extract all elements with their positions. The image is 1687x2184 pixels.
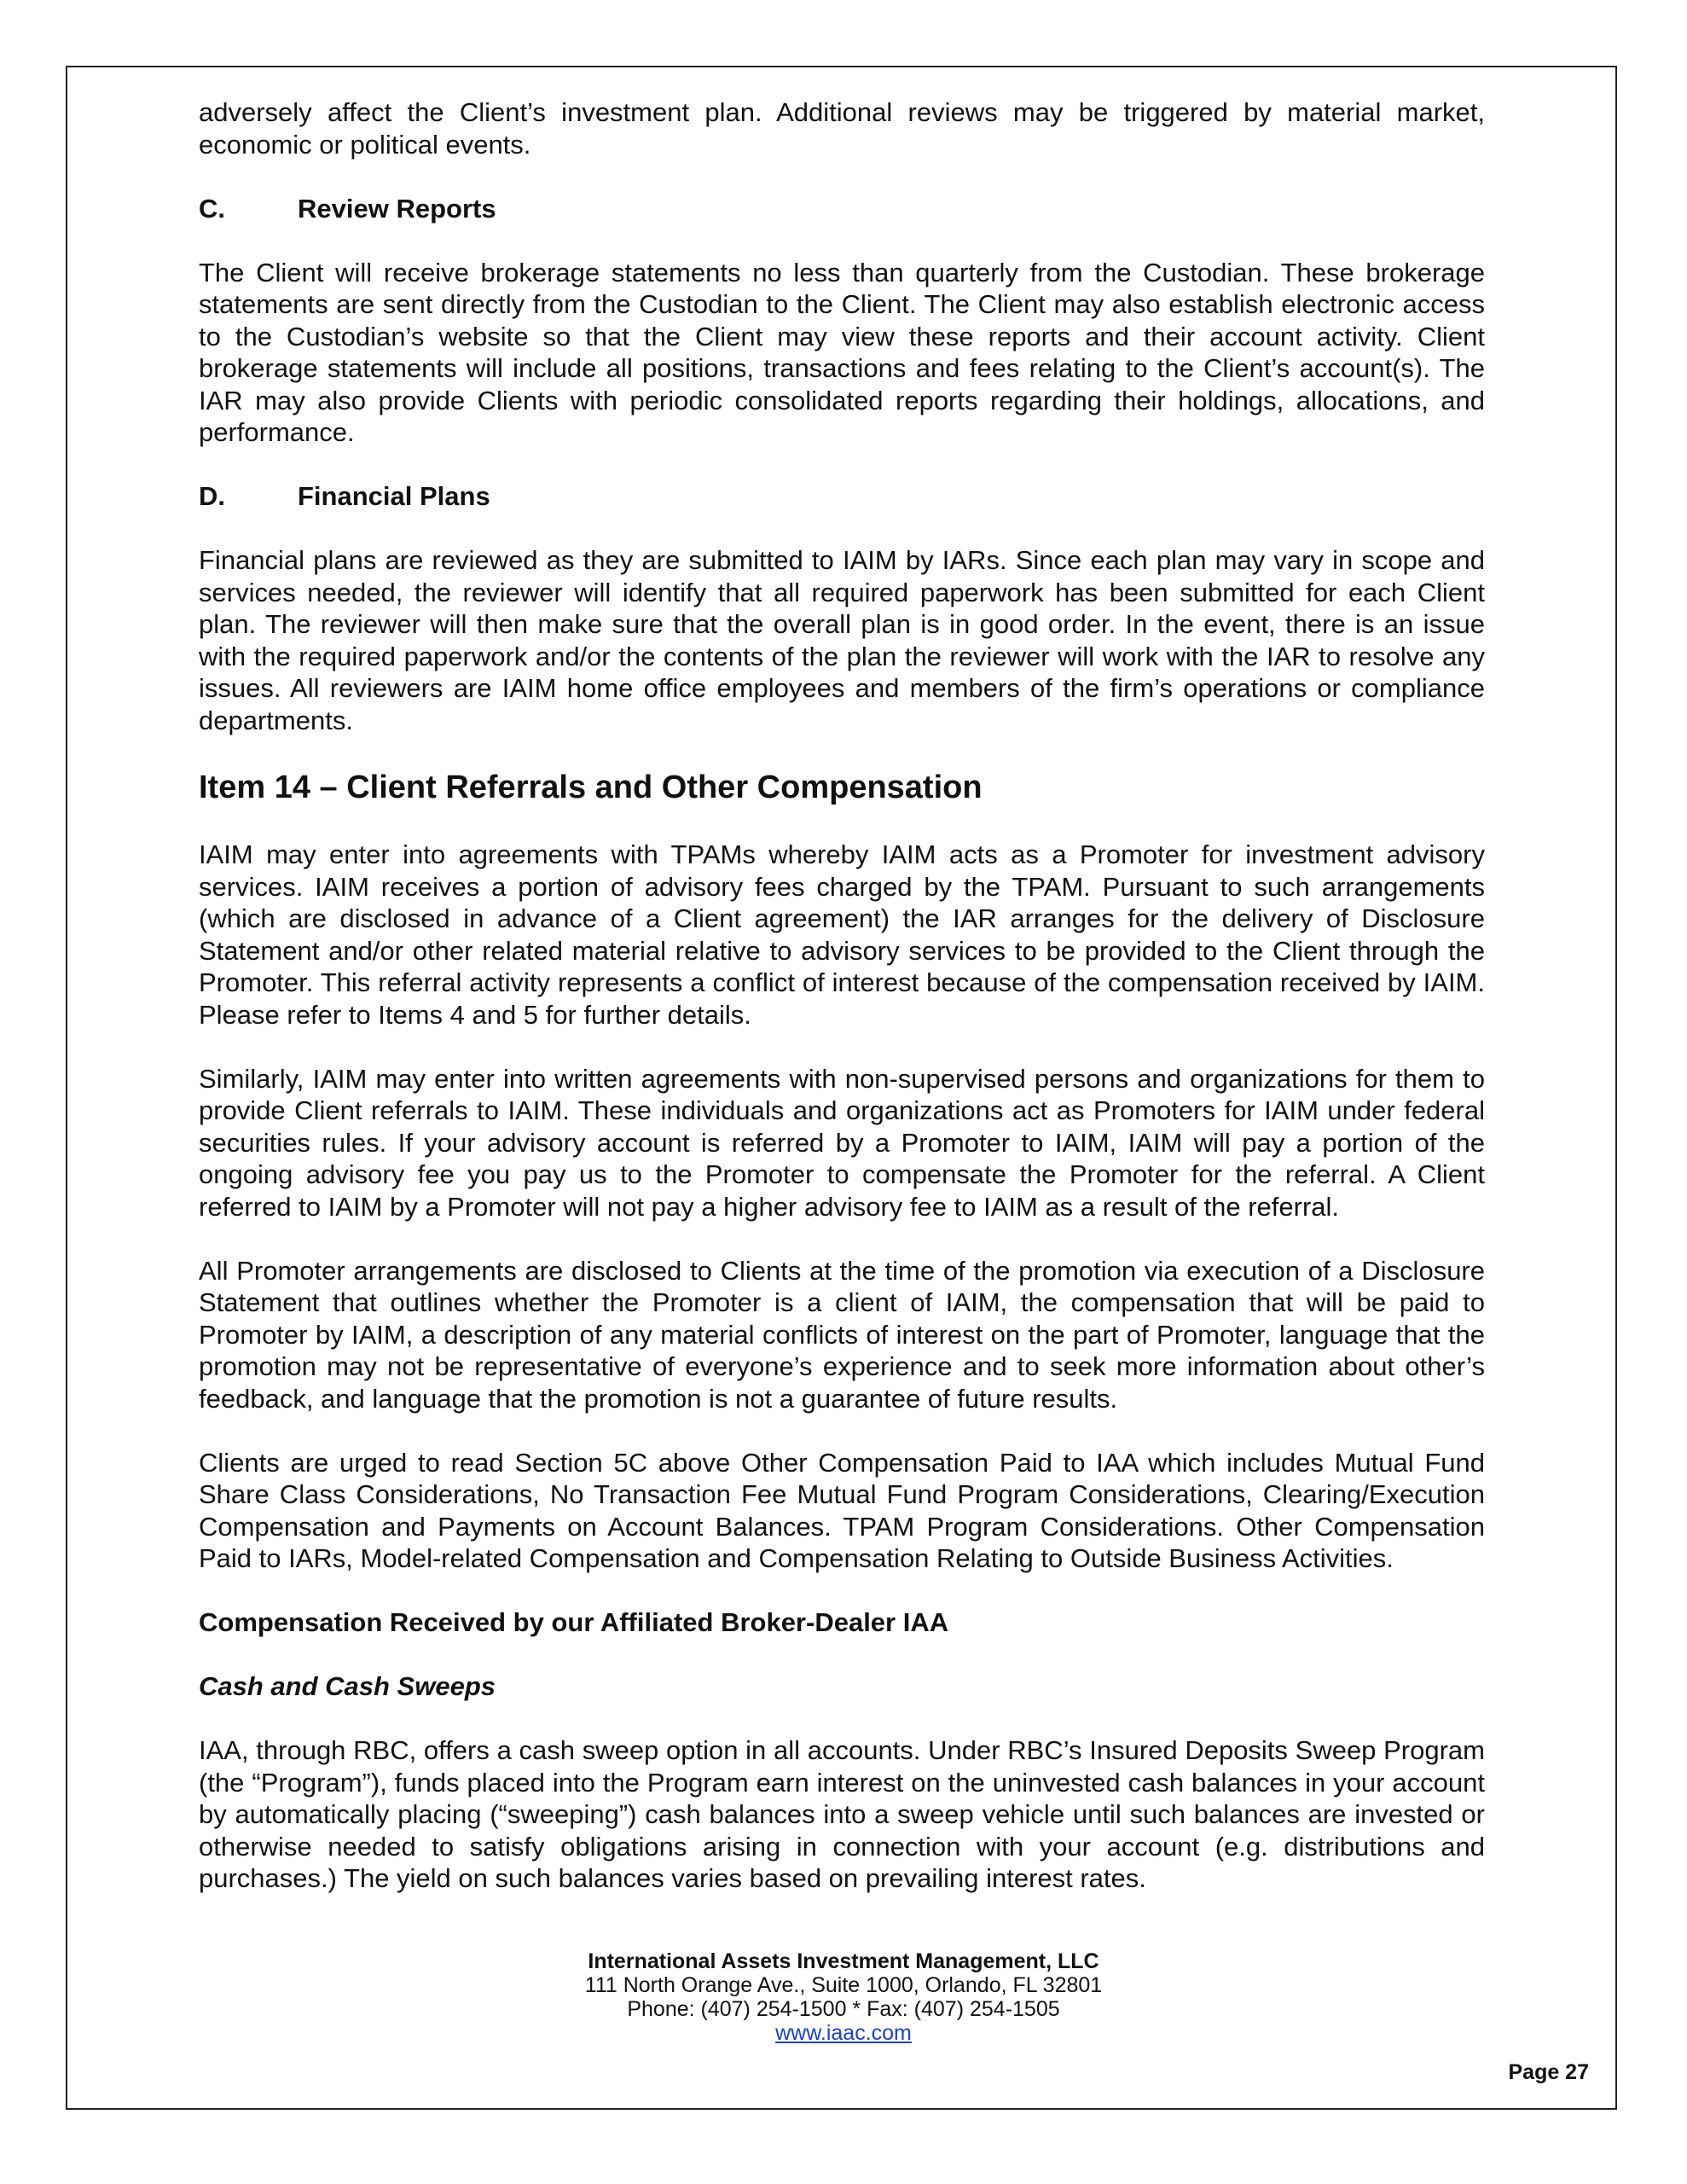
page-number: Page 27 — [1508, 2060, 1589, 2084]
section-d-title: Financial Plans — [298, 481, 490, 511]
footer-phone: Phone: (407) 254-1500 * Fax: (407) 254-1505 — [627, 1997, 1060, 2021]
item14-paragraph-1: IAIM may enter into agreements with TPAMs whereby IAIM acts as a Promoter for investment advisory services. IAIM receives a portion of advisory fees charged by the TPAM. Pursuant to such arrangements (which are disclosed in advance of a Client agreement) the IAR arranges for the delivery of Disclosure Statement and/or other related material relative to advisory services to be provided to the Client through the Promoter. This referral activity represents a conflict of interest because of the compensation received by IAIM. Please refer to Items 4 and 5 for further details. — [199, 839, 1485, 1030]
review-reports-paragraph: The Client will receive brokerage statements no less than quarterly from the Custodian. These brokerage statements are sent directly from the Custodian to the Client. The Client may also establish electronic access to the Custodian’s website so that the Client may view these reports and their account activity. Client brokerage statements will include all positions, transactions and fees relating to the Client’s account(s). The IAR may also provide Clients with periodic consolidated reports regarding their holdings, allocations, and performance. — [199, 257, 1485, 447]
financial-plans-paragraph: Financial plans are reviewed as they are submitted to IAIM by IARs. Since each plan may vary in scope and services needed, the reviewer will identify that all required paperwork has been submitted for each Client plan. The reviewer will then make sure that the overall plan is in good order. In the event, there is an issue with the required paperwork and/or the contents of the plan the reviewer will work with the IAR to resolve any issues. All reviewers are IAIM home office employees and members of the firm’s operations or compliance departments. — [199, 545, 1485, 735]
item14-paragraph-2: Similarly, IAIM may enter into written agreements with non-supervised persons and organizations for them to provide Client referrals to IAIM. These individuals and organizations act as Promoters for IAIM under federal securities rules. If your advisory account is referred by a Promoter to IAIM, IAIM will pay a portion of the ongoing advisory fee you pay us to the Promoter to compensate the Promoter for the referral. A Client referred to IAIM by a Promoter will not pay a higher advisory fee to IAIM as a result of the referral. — [199, 1063, 1485, 1222]
cash-sweeps-paragraph: IAA, through RBC, offers a cash sweep option in all accounts. Under RBC’s Insured Deposits Sweep Program (the “Program”), funds placed into the Program earn interest on the uninvested cash balances in your account by automatically placing (“sweeping”) cash balances into a sweep vehicle until such balances are invested or otherwise needed to satisfy obligations arising in connection with your account (e.g. distributions and purchases.) The yield on such balances varies based on prevailing interest rates. — [199, 1735, 1485, 1893]
item14-paragraph-4: Clients are urged to read Section 5C above Other Compensation Paid to IAA which includes Mutual Fund Share Class Considerations, No Transaction Fee Mutual Fund Program Considerations, Clearing/Execution Compensation and Payments on Account Balances. TPAM Program Considerations. Other Compensation Paid to IARs, Model-related Compensation and Compensation Relating to Outside Business Activities. — [199, 1447, 1485, 1573]
section-c-title: Review Reports — [298, 193, 496, 224]
compensation-received-heading: Compensation Received by our Affiliated Broker-Dealer IAA — [199, 1607, 949, 1637]
document-body — [199, 96, 1485, 1895]
footer-company: International Assets Investment Management, LLC — [588, 1949, 1099, 1973]
section-d-letter: D. — [199, 481, 225, 511]
intro-paragraph: adversely affect the Client’s investment plan. Additional reviews may be triggered by material market, economic or political events. — [199, 97, 1485, 160]
footer-website-link[interactable]: www.iaac.com — [775, 2021, 912, 2045]
section-c-heading — [199, 193, 1485, 225]
section-c-letter: C. — [199, 193, 225, 224]
cash-sweeps-heading: Cash and Cash Sweeps — [199, 1671, 496, 1701]
section-d-heading — [199, 480, 1485, 513]
page-footer — [0, 1949, 1687, 2045]
footer-address: 111 North Orange Ave., Suite 1000, Orlando, FL 32801 — [584, 1973, 1103, 1997]
item14-paragraph-3: All Promoter arrangements are disclosed to Clients at the time of the promotion via execution of a Disclosure Statement that outlines whether the Promoter is a client of IAIM, the compensation that will be paid to Promoter by IAIM, a description of any material conflicts of interest on the part of Promoter, language that the promotion may not be representative of everyone’s experience and to seek more information about other’s feedback, and language that the promotion is not a guarantee of future results. — [199, 1255, 1485, 1414]
item-14-heading: Item 14 – Client Referrals and Other Compensation — [199, 770, 983, 805]
